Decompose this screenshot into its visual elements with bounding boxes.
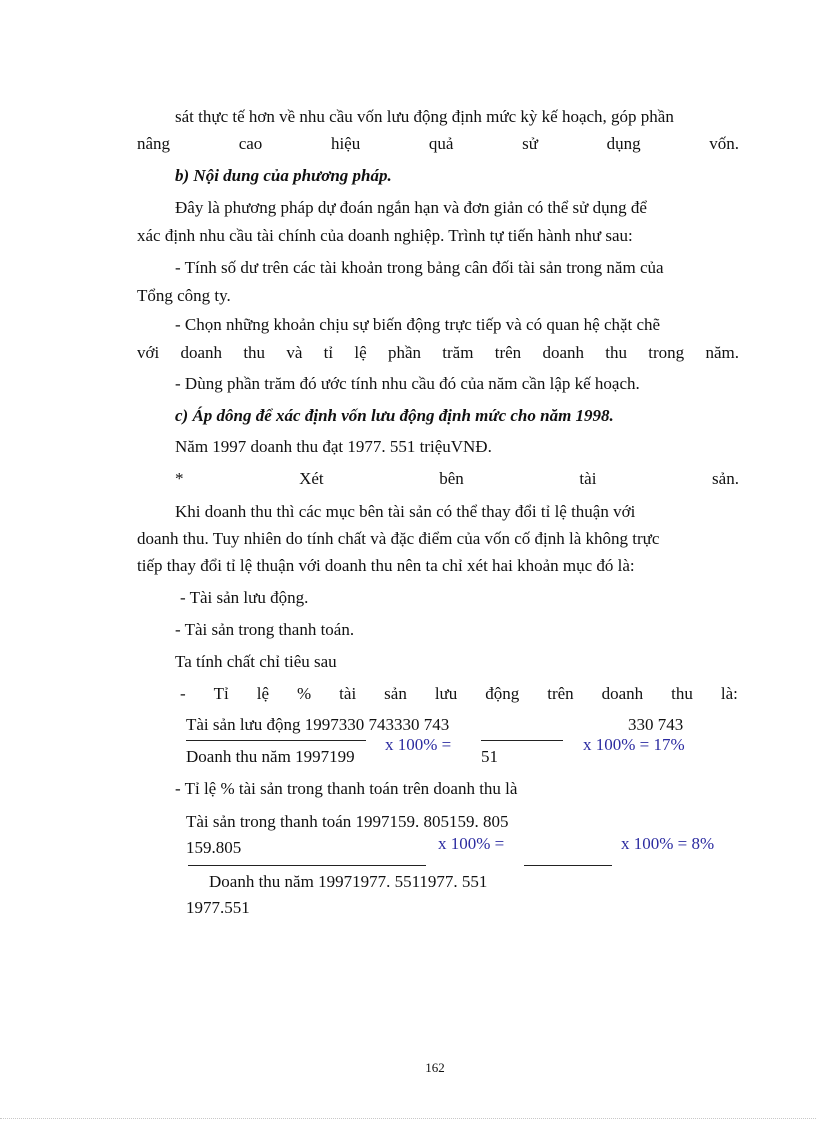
paragraph-line: sát thực tế hơn về nhu cầu vốn lưu động định mức kỳ kế hoạch, góp phần bbox=[175, 107, 674, 126]
formula-multiplier: x 100% = bbox=[385, 735, 452, 754]
formula-result: x 100% = 17% bbox=[583, 735, 685, 754]
formula-numerator-value: 159.805 bbox=[186, 838, 242, 857]
word: tài bbox=[579, 469, 597, 488]
list-item: - Tài sản lưu động. bbox=[180, 588, 309, 607]
paragraph-line: Ta tính chất chỉ tiêu sau bbox=[175, 652, 337, 671]
justified-line bbox=[175, 469, 739, 489]
word: lệ bbox=[354, 343, 367, 362]
word: thu bbox=[671, 684, 693, 703]
formula-result: x 100% = 8% bbox=[621, 834, 715, 853]
word: sản. bbox=[712, 469, 739, 488]
word: trong bbox=[648, 343, 685, 362]
page-number: 162 bbox=[425, 1060, 445, 1075]
paragraph-line: - Tỉ lệ % tài sản trong thanh toán trên doanh thu là bbox=[175, 779, 518, 798]
list-item: - Tài sản trong thanh toán. bbox=[175, 620, 355, 639]
section-heading: c) Áp dông để xác định vốn lưu động định mức cho năm 1998. bbox=[175, 406, 614, 425]
fraction-line bbox=[524, 865, 612, 866]
word: doanh bbox=[601, 684, 644, 703]
word: phần bbox=[387, 343, 422, 362]
bullet-line: - Tính số dư trên các tài khoản trong bảng cân đối tài sản trong năm của bbox=[175, 258, 664, 277]
formula-numerator: Tài sản lưu động 1997330 743330 743 bbox=[186, 715, 450, 734]
word: sản bbox=[384, 684, 407, 703]
fraction-line bbox=[188, 865, 426, 866]
bullet-line: Tổng công ty. bbox=[137, 286, 231, 305]
word: cao bbox=[238, 134, 263, 153]
formula-denominator-value: 1977.551 bbox=[186, 898, 250, 917]
bullet-line: - Dùng phần trăm đó ước tính nhu cầu đó của năm cần lập kế hoạch. bbox=[175, 374, 640, 393]
word: là: bbox=[720, 684, 738, 703]
word: quả bbox=[428, 134, 454, 153]
word: tỉ bbox=[323, 343, 334, 362]
word: hiệu bbox=[330, 134, 361, 153]
word: vốn. bbox=[709, 134, 739, 153]
fraction-line bbox=[186, 740, 366, 741]
word: Xét bbox=[299, 469, 324, 488]
word: trên bbox=[547, 684, 574, 703]
word: thu bbox=[243, 343, 266, 362]
justified-line bbox=[137, 134, 739, 154]
word: trăm bbox=[442, 343, 474, 362]
word: sử bbox=[522, 134, 538, 153]
word: bên bbox=[439, 469, 464, 488]
word: lệ bbox=[256, 684, 270, 703]
word: doanh bbox=[542, 343, 584, 362]
word: động bbox=[485, 684, 520, 703]
word: năm. bbox=[705, 343, 739, 362]
word: dụng bbox=[606, 134, 641, 153]
word: với bbox=[137, 343, 160, 362]
word: thu bbox=[605, 343, 628, 362]
formula-mid-value: 51 bbox=[481, 747, 498, 766]
formula-multiplier: x 100% = bbox=[438, 834, 505, 853]
paragraph-line: xác định nhu cầu tài chính của doanh nghiệp. Trình tự tiến hành như sau: bbox=[137, 226, 633, 245]
word: Tỉ bbox=[213, 684, 229, 703]
word: % bbox=[297, 684, 312, 703]
word: và bbox=[286, 343, 303, 362]
formula-denominator: Doanh thu năm 1997199 bbox=[186, 747, 355, 766]
word: lưu bbox=[434, 684, 458, 703]
section-heading: b) Nội dung của phương pháp. bbox=[175, 166, 392, 185]
bullet-line: - Chọn những khoản chịu sự biến động trực tiếp và có quan hệ chặt chẽ bbox=[175, 315, 661, 334]
paragraph-line: tiếp thay đổi tỉ lệ thuận với doanh thu nên ta chỉ xét hai khoản mục đó là: bbox=[137, 556, 635, 575]
fraction-line bbox=[481, 740, 563, 741]
word: tài bbox=[339, 684, 357, 703]
paragraph-line: doanh thu. Tuy nhiên do tính chất và đặc điểm của vốn cố định là không trực bbox=[137, 529, 660, 548]
word: trên bbox=[494, 343, 522, 362]
word: doanh bbox=[180, 343, 223, 362]
formula-numerator: Tài sản trong thanh toán 1997159. 805159. 805 bbox=[186, 812, 509, 831]
paragraph-line: Năm 1997 doanh thu đạt 1977. 551 triệuVNĐ. bbox=[175, 437, 492, 456]
word: nâng bbox=[137, 134, 171, 153]
word: * bbox=[175, 469, 184, 488]
page-border bbox=[0, 1118, 816, 1119]
formula-denominator: Doanh thu năm 19971977. 5511977. 551 bbox=[209, 872, 488, 891]
justified-line bbox=[180, 684, 738, 704]
paragraph-line: Đây là phương pháp dự đoán ngắn hạn và đơn giản có thể sử dụng để bbox=[175, 198, 647, 217]
justified-line bbox=[137, 343, 739, 363]
paragraph-line: Khi doanh thu thì các mục bên tài sản có thể thay đổi tỉ lệ thuận với bbox=[175, 502, 636, 521]
word: - bbox=[180, 684, 186, 703]
formula-numerator-value: 330 743 bbox=[628, 715, 684, 734]
